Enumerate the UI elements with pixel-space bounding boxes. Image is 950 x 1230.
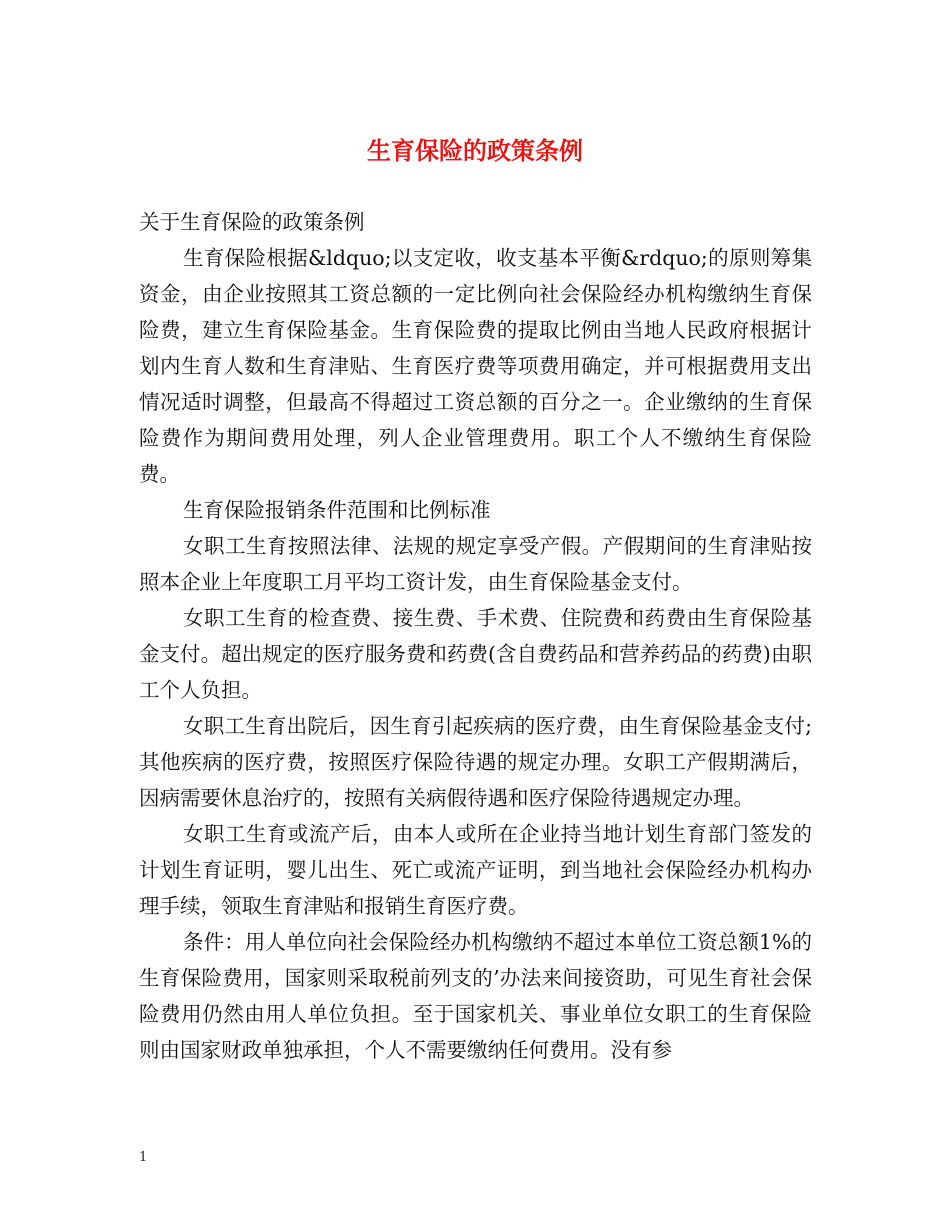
paragraph: 女职工生育的检查费、接生费、手术费、住院费和药费由生育保险基金支付。超出规定的医疗服务费和药费(含自费药品和营养药品的药费)由职工个人负担。	[139, 606, 812, 702]
paragraph: 女职工生育或流产后，由本人或所在企业持当地计划生育部门签发的计划生育证明，婴儿出生、死亡或流产证明，到当地社会保险经办机构办理手续，领取生育津贴和报销生育医疗费。	[139, 822, 812, 918]
paragraph: 生育保险根据&ldquo;以支定收，收支基本平衡&rdquo;的原则筹集资金，由企业按照其工资总额的一定比例向社会保险经办机构缴纳生育保险费，建立生育保险基金。生育保险费的提取比例由当地人民政府根据计划内生育人数和生育津贴、生育医疗费等项费用确定，并可根据费用支出情况适时调整，但最高不得超过工资总额的百分之一。企业缴纳的生育保险费作为期间费用处理，列人企业管理费用。职工个人不缴纳生育保险费。	[139, 246, 812, 486]
paragraph: 生育保险报销条件范围和比例标准	[183, 498, 491, 522]
document-body	[139, 204, 812, 1068]
paragraph: 女职工生育出院后，因生育引起疾病的医疗费，由生育保险基金支付;其他疾病的医疗费，按照医疗保险待遇的规定办理。女职工产假期满后，因病需要休息治疗的，按照有关病假待遇和医疗保险待遇规定办理。	[139, 714, 812, 810]
paragraph: 条件：用人单位向社会保险经办机构缴纳不超过本单位工资总额1%的生育保险费用，国家则采取税前列支的’办法来间接资助，可见生育社会保险费用仍然由用人单位负担。至于国家机关、事业单位女职工的生育保险则由国家财政单独承担，个人不需要缴纳任何费用。没有参	[139, 930, 812, 1062]
document-title: 生育保险的政策条例	[367, 136, 583, 165]
page-number: 1	[139, 1150, 148, 1165]
paragraph: 女职工生育按照法律、法规的规定享受产假。产假期间的生育津贴按照本企业上年度职工月平均工资计发，由生育保险基金支付。	[139, 534, 812, 594]
section-heading: 关于生育保险的政策条例	[139, 210, 365, 234]
